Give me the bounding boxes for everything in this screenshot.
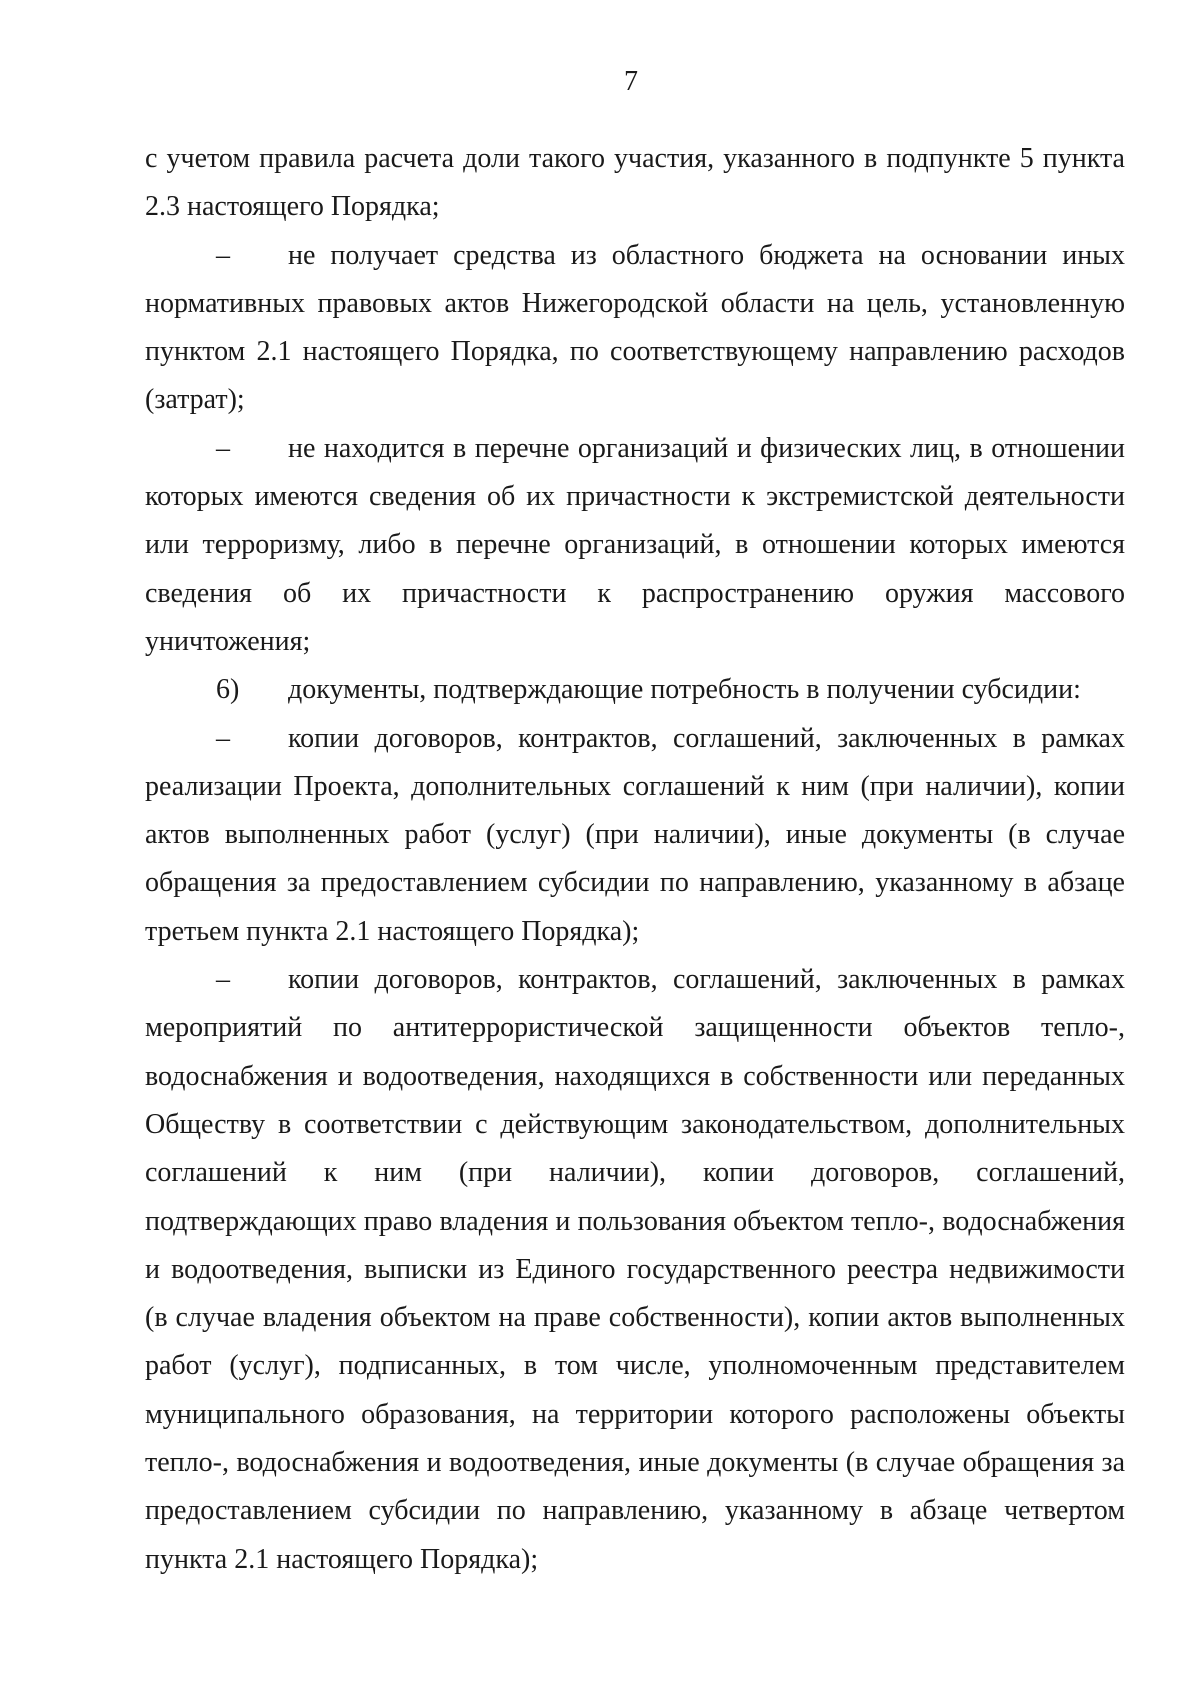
- list-marker: –: [216, 432, 230, 464]
- list-item-text: не находится в перечне организаций и физических лиц, в отношении которых имеются сведения об их причастности к экстремистской деятельности или терроризму, либо в перечне организаций, в отношении которых имеются сведения об их причастности к распространению оружия массового уничтожения;: [145, 432, 1125, 657]
- list-item: [145, 666, 1125, 714]
- list-item: [145, 956, 1125, 1584]
- page-number: 7: [624, 66, 638, 97]
- list-item-text: не получает средства из областного бюджета на основании иных нормативных правовых актов Нижегородской области на цель, установленную пунктом 2.1 настоящего Порядка, по соответствующему направлению расходов (затрат);: [145, 239, 1125, 416]
- list-item-text: документы, подтверждающие потребность в получении субсидии:: [288, 674, 1081, 706]
- list-item-text: копии договоров, контрактов, соглашений, заключенных в рамках реализации Проекта, дополнительных соглашений к ним (при наличии), копии актов выполненных работ (услуг) (при наличии), иные документы (в случае обращения за предоставлением субсидии по направлению, указанному в абзаце третьем пункта 2.1 настоящего Порядка);: [145, 722, 1125, 947]
- list-marker: –: [216, 964, 230, 996]
- list-item: [145, 232, 1125, 425]
- list-marker: –: [216, 722, 230, 754]
- document-body: [145, 135, 1125, 1584]
- list-marker: 6): [216, 674, 240, 706]
- list-item: [145, 715, 1125, 956]
- list-item: [145, 425, 1125, 666]
- list-item-text: копии договоров, контрактов, соглашений, заключенных в рамках мероприятий по антитеррористической защищенности объектов тепло-, водоснабжения и водоотведения, находящихся в собственности или переданных Обществу в соответствии с действующим законодательством, дополнительных соглашений к ним (при наличии), копии договоров, соглашений, подтверждающих право владения и пользования объектом тепло-, водоснабжения и водоотведения, выписки из Единого государственного реестра недвижимости (в случае владения объектом на праве собственности), копии актов выполненных работ (услуг), подписанных, в том числе, уполномоченным представителем муниципального образования, на территории которого расположены объекты тепло-, водоснабжения и водоотведения, иные документы (в случае обращения за предоставлением субсидии по направлению, указанному в абзаце четвертом пункта 2.1 настоящего Порядка);: [145, 964, 1125, 1575]
- paragraph-continuation: [145, 135, 1125, 232]
- list-marker: –: [216, 239, 230, 271]
- paragraph-text: с учетом правила расчета доли такого участия, указанного в подпункте 5 пункта 2.3 настоящего Порядка;: [145, 143, 1125, 223]
